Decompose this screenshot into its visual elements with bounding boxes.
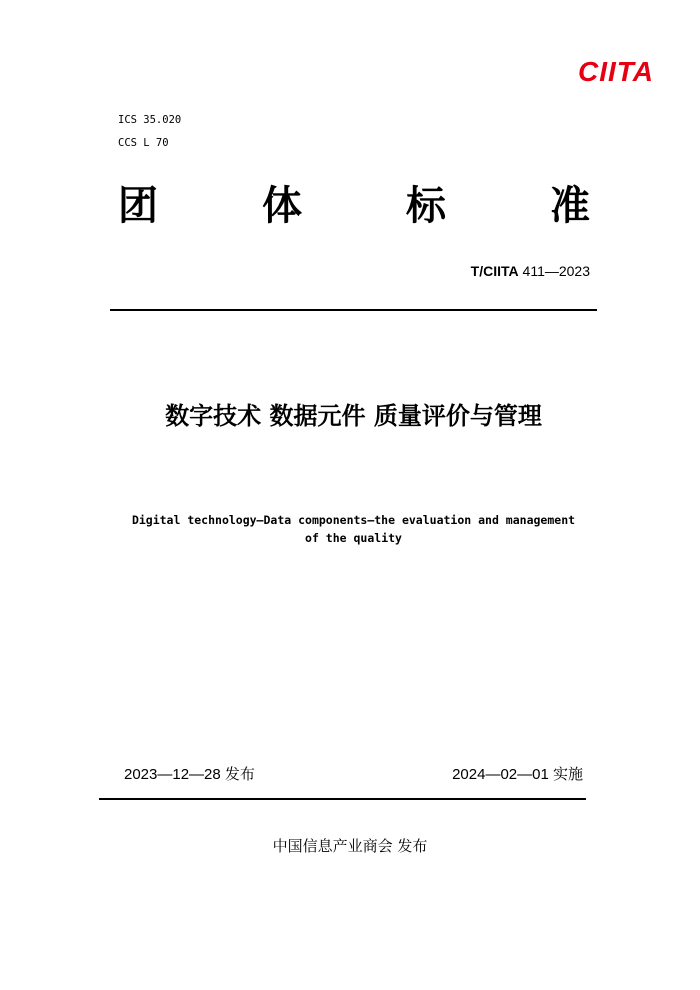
title-char-1: 团	[118, 183, 158, 229]
title-char-4: 准	[550, 183, 590, 229]
implement-date: 2024—02—01 实施	[452, 766, 583, 783]
ccs-code: CCS L 70	[118, 137, 169, 149]
standard-code: 411—2023	[518, 263, 590, 279]
bottom-divider	[99, 798, 586, 800]
document-type-title	[118, 178, 590, 234]
top-divider	[110, 309, 597, 311]
publish-date: 2023—12—28 发布	[124, 766, 255, 783]
ics-code: ICS 35.020	[118, 114, 182, 126]
standard-number	[471, 262, 590, 280]
english-title-line-2: of the quality	[305, 531, 402, 545]
title-char-2: 体	[262, 183, 302, 229]
title-char-3: 标	[406, 183, 446, 229]
ciita-logo: CIITA	[578, 56, 655, 87]
english-title	[110, 511, 597, 547]
standard-prefix: T/CIITA	[470, 263, 519, 279]
publisher: 中国信息产业商会 发布	[272, 837, 428, 855]
chinese-title: 数字技术 数据元件 质量评价与管理	[165, 402, 542, 430]
english-title-line-1: Digital technology—Data components—the evaluation and management	[131, 513, 576, 527]
